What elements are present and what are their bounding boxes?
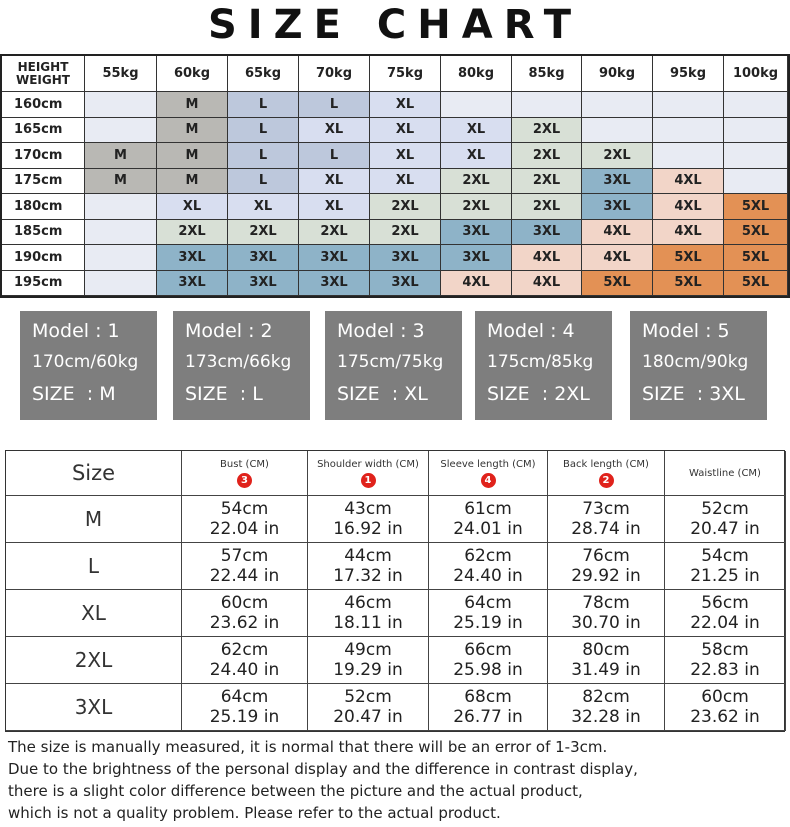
value-cm: 64cm xyxy=(464,593,512,613)
model-name: Model : 4 xyxy=(487,320,575,342)
model-size: SIZE : M xyxy=(32,383,116,405)
weight-header: 95kg xyxy=(653,56,724,92)
size-cell: L xyxy=(228,92,299,118)
model-size: SIZE : 3XL xyxy=(642,383,745,405)
value-cm: 60cm xyxy=(220,593,269,613)
size-row-label: 2XL xyxy=(6,637,182,684)
size-cell: 5XL xyxy=(582,271,653,297)
height-header: 175cm xyxy=(2,169,85,195)
model-name: Model : 1 xyxy=(32,320,120,342)
size-cell: 3XL xyxy=(582,194,653,220)
weight-header: 100kg xyxy=(724,56,788,92)
measure-cell xyxy=(548,590,665,637)
size-cell: XL xyxy=(228,194,299,220)
size-cell: M xyxy=(85,143,157,169)
value-in: 17.32 in xyxy=(333,566,403,586)
value-in: 31.49 in xyxy=(571,660,641,680)
measure-column-header xyxy=(665,451,786,496)
number-badge: 1 xyxy=(361,473,376,488)
value-cm: 56cm xyxy=(701,593,749,613)
size-cell: 4XL xyxy=(653,194,724,220)
size-cell: 2XL xyxy=(370,220,441,246)
size-cell: XL xyxy=(157,194,228,220)
size-cell: 2XL xyxy=(512,118,582,144)
value-in: 25.19 in xyxy=(209,707,280,727)
value-cm: 60cm xyxy=(701,687,749,707)
model-dimensions: 173cm/66kg xyxy=(185,352,292,372)
size-cell: 2XL xyxy=(441,169,512,195)
value-cm: 68cm xyxy=(464,687,512,707)
measure-cell xyxy=(429,637,548,684)
size-cell xyxy=(582,92,653,118)
size-cell: L xyxy=(299,92,370,118)
value-cm: 73cm xyxy=(582,499,630,519)
value-in: 28.74 in xyxy=(571,519,641,539)
size-cell: 4XL xyxy=(512,271,582,297)
value-cm: 76cm xyxy=(582,546,630,566)
measurement-table xyxy=(5,450,785,732)
model-card xyxy=(20,311,157,420)
size-cell: 2XL xyxy=(512,143,582,169)
size-cell: L xyxy=(299,143,370,169)
model-dimensions: 175cm/85kg xyxy=(487,352,594,372)
size-cell: 5XL xyxy=(653,245,724,271)
size-cell: XL xyxy=(299,194,370,220)
model-dimensions: 175cm/75kg xyxy=(337,352,444,372)
measure-cell xyxy=(308,590,429,637)
value-cm: 66cm xyxy=(464,640,512,660)
model-dimensions: 180cm/90kg xyxy=(642,352,749,372)
size-cell: 2XL xyxy=(512,169,582,195)
weight-header: 75kg xyxy=(370,56,441,92)
size-cell: 2XL xyxy=(441,194,512,220)
value-in: 22.44 in xyxy=(209,566,280,586)
size-cell: 3XL xyxy=(228,271,299,297)
size-cell xyxy=(85,92,157,118)
size-cell: 4XL xyxy=(653,169,724,195)
value-in: 24.40 in xyxy=(209,660,280,680)
grid-corner-header xyxy=(2,56,85,92)
size-cell: 4XL xyxy=(512,245,582,271)
size-cell: 3XL xyxy=(299,271,370,297)
size-cell: XL xyxy=(441,143,512,169)
measure-column-header xyxy=(182,451,308,496)
size-cell: XL xyxy=(370,143,441,169)
column-label: Shoulder width (CM) xyxy=(317,458,419,470)
measure-cell xyxy=(182,590,308,637)
column-label: Waistline (CM) xyxy=(689,467,761,479)
size-cell xyxy=(724,143,788,169)
value-cm: 43cm xyxy=(344,499,392,519)
size-cell: 3XL xyxy=(299,245,370,271)
value-cm: 49cm xyxy=(344,640,392,660)
size-cell xyxy=(441,92,512,118)
model-size: SIZE : 2XL xyxy=(487,383,590,405)
size-cell: 3XL xyxy=(228,245,299,271)
value-in: 20.47 in xyxy=(690,519,760,539)
value-in: 21.25 in xyxy=(690,566,760,586)
size-cell: 4XL xyxy=(582,245,653,271)
column-label: Bust (CM) xyxy=(220,458,269,470)
number-badge: 2 xyxy=(599,473,614,488)
size-cell xyxy=(512,92,582,118)
value-cm: 80cm xyxy=(582,640,630,660)
model-size: SIZE : XL xyxy=(337,383,428,405)
value-in: 20.47 in xyxy=(333,707,403,727)
corner-label: HEIGHT xyxy=(17,59,69,74)
model-card xyxy=(630,311,767,420)
size-cell: 5XL xyxy=(653,271,724,297)
size-cell xyxy=(85,220,157,246)
column-label: Back length (CM) xyxy=(563,458,649,470)
weight-header: 65kg xyxy=(228,56,299,92)
value-cm: 78cm xyxy=(582,593,630,613)
notes xyxy=(8,736,783,824)
size-cell: XL xyxy=(370,169,441,195)
measure-cell xyxy=(665,496,786,543)
model-dimensions: 170cm/60kg xyxy=(32,352,139,372)
size-cell xyxy=(724,92,788,118)
weight-header: 70kg xyxy=(299,56,370,92)
weight-header: 90kg xyxy=(582,56,653,92)
measure-cell xyxy=(548,637,665,684)
size-cell: 3XL xyxy=(441,245,512,271)
size-cell: 3XL xyxy=(157,271,228,297)
size-cell: 3XL xyxy=(157,245,228,271)
size-cell xyxy=(653,118,724,144)
measure-cell xyxy=(665,684,786,731)
size-row-label: L xyxy=(6,543,182,590)
size-cell: XL xyxy=(299,118,370,144)
measure-cell xyxy=(182,496,308,543)
size-cell: M xyxy=(85,169,157,195)
size-cell: 5XL xyxy=(724,194,788,220)
value-in: 30.70 in xyxy=(571,613,641,633)
model-name: Model : 2 xyxy=(185,320,273,342)
size-cell: L xyxy=(228,169,299,195)
weight-header: 85kg xyxy=(512,56,582,92)
value-in: 19.29 in xyxy=(333,660,403,680)
height-header: 160cm xyxy=(2,92,85,118)
page-title: SIZE CHART xyxy=(207,2,583,48)
measure-cell xyxy=(548,496,665,543)
height-header: 180cm xyxy=(2,194,85,220)
value-in: 23.62 in xyxy=(690,707,760,727)
height-header: 165cm xyxy=(2,118,85,144)
measure-column-header xyxy=(308,451,429,496)
size-cell xyxy=(85,271,157,297)
size-cell: 2XL xyxy=(582,143,653,169)
size-cell: M xyxy=(157,143,228,169)
value-cm: 82cm xyxy=(582,687,630,707)
value-cm: 46cm xyxy=(344,593,392,613)
number-badge: 3 xyxy=(237,473,252,488)
height-header: 195cm xyxy=(2,271,85,297)
size-cell xyxy=(85,245,157,271)
height-header: 185cm xyxy=(2,220,85,246)
note-line: The size is manually measured, it is normal that there will be an error of 1-3cm. xyxy=(8,738,608,756)
measure-cell xyxy=(665,637,786,684)
size-row-label: 3XL xyxy=(6,684,182,731)
note-line: Due to the brightness of the personal display and the difference in contrast display, xyxy=(8,760,638,778)
value-cm: 52cm xyxy=(344,687,392,707)
value-cm: 54cm xyxy=(220,499,269,519)
value-cm: 62cm xyxy=(464,546,512,566)
size-cell: L xyxy=(228,118,299,144)
height-header: 170cm xyxy=(2,143,85,169)
note-line: which is not a quality problem. Please refer to the actual product. xyxy=(8,804,501,822)
value-in: 18.11 in xyxy=(333,613,403,633)
model-name: Model : 5 xyxy=(642,320,730,342)
size-cell xyxy=(653,92,724,118)
size-row-label: M xyxy=(6,496,182,543)
measure-cell xyxy=(548,543,665,590)
corner-label: WEIGHT xyxy=(16,72,70,87)
size-cell: 5XL xyxy=(724,271,788,297)
measure-cell xyxy=(182,684,308,731)
size-row-label: XL xyxy=(6,590,182,637)
size-cell xyxy=(653,143,724,169)
measure-cell xyxy=(429,684,548,731)
size-cell xyxy=(85,118,157,144)
weight-header: 60kg xyxy=(157,56,228,92)
measure-cell xyxy=(548,684,665,731)
size-cell: 2XL xyxy=(370,194,441,220)
size-cell: M xyxy=(157,118,228,144)
column-label: Sleeve length (CM) xyxy=(440,458,536,470)
size-cell: XL xyxy=(299,169,370,195)
value-cm: 54cm xyxy=(701,546,749,566)
value-in: 24.01 in xyxy=(453,519,523,539)
value-cm: 61cm xyxy=(464,499,512,519)
weight-header: 80kg xyxy=(441,56,512,92)
value-cm: 52cm xyxy=(701,499,749,519)
model-card xyxy=(173,311,310,420)
measure-cell xyxy=(182,543,308,590)
size-cell: 3XL xyxy=(582,169,653,195)
value-in: 25.98 in xyxy=(453,660,523,680)
size-cell: M xyxy=(157,92,228,118)
size-cell: XL xyxy=(370,92,441,118)
size-cell: 5XL xyxy=(724,245,788,271)
size-cell: 2XL xyxy=(157,220,228,246)
measure-cell xyxy=(182,637,308,684)
height-header: 190cm xyxy=(2,245,85,271)
value-in: 26.77 in xyxy=(453,707,523,727)
value-in: 22.04 in xyxy=(209,519,280,539)
model-card xyxy=(325,311,462,420)
size-cell: 4XL xyxy=(441,271,512,297)
value-cm: 57cm xyxy=(220,546,269,566)
value-in: 22.04 in xyxy=(690,613,760,633)
value-in: 29.92 in xyxy=(571,566,641,586)
size-cell xyxy=(724,169,788,195)
value-in: 32.28 in xyxy=(571,707,641,727)
size-cell: 3XL xyxy=(441,220,512,246)
value-cm: 64cm xyxy=(220,687,269,707)
measure-cell xyxy=(429,590,548,637)
size-cell: M xyxy=(157,169,228,195)
size-cell: 2XL xyxy=(299,220,370,246)
measure-cell xyxy=(308,496,429,543)
size-cell: XL xyxy=(370,118,441,144)
value-cm: 62cm xyxy=(220,640,269,660)
measure-column-header xyxy=(548,451,665,496)
size-cell: 3XL xyxy=(370,245,441,271)
size-cell: 5XL xyxy=(724,220,788,246)
size-cell xyxy=(582,118,653,144)
value-cm: 58cm xyxy=(701,640,749,660)
size-cell: 3XL xyxy=(512,220,582,246)
model-card xyxy=(475,311,612,420)
size-cell: 4XL xyxy=(653,220,724,246)
measure-cell xyxy=(665,543,786,590)
measure-column-header xyxy=(429,451,548,496)
size-cell: XL xyxy=(441,118,512,144)
number-badge: 4 xyxy=(481,473,496,488)
measure-cell xyxy=(308,684,429,731)
size-cell: 3XL xyxy=(370,271,441,297)
value-in: 24.40 in xyxy=(453,566,523,586)
measure-cell xyxy=(429,543,548,590)
measure-cell xyxy=(665,590,786,637)
value-in: 25.19 in xyxy=(453,613,523,633)
size-grid xyxy=(0,54,790,298)
value-cm: 44cm xyxy=(344,546,392,566)
measure-cell xyxy=(308,637,429,684)
size-cell xyxy=(724,118,788,144)
size-cell: L xyxy=(228,143,299,169)
size-cell: 2XL xyxy=(512,194,582,220)
weight-header: 55kg xyxy=(85,56,157,92)
size-cell: 4XL xyxy=(582,220,653,246)
note-line: there is a slight color difference between the picture and the actual product, xyxy=(8,782,583,800)
value-in: 23.62 in xyxy=(209,613,280,633)
model-name: Model : 3 xyxy=(337,320,425,342)
value-in: 16.92 in xyxy=(333,519,403,539)
size-cell xyxy=(85,194,157,220)
measure-cell xyxy=(429,496,548,543)
size-column-header: Size xyxy=(6,451,182,496)
measure-cell xyxy=(308,543,429,590)
size-cell: 2XL xyxy=(228,220,299,246)
model-size: SIZE : L xyxy=(185,383,263,405)
value-in: 22.83 in xyxy=(690,660,760,680)
